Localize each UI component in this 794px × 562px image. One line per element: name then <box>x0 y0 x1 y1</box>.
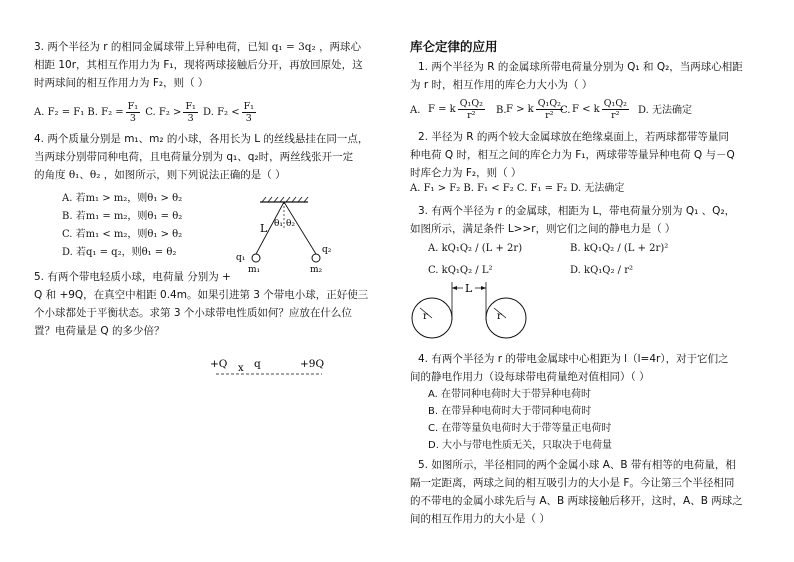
fig-label-L: L <box>260 222 268 235</box>
q4-text-3-end: ，如图所示，则下列说法正确的是（ ） <box>103 169 286 181</box>
p3-line-2: 如图所示，满足条件 L>>r，则它们之间的静电力是（ ） <box>410 223 676 235</box>
q3-line-1 <box>34 40 361 54</box>
q3-option-d-den: 3 <box>245 113 252 124</box>
p1-option-d: D. 无法确定 <box>638 105 693 116</box>
p1-option-a-label: A. <box>410 105 421 116</box>
radius-right-label: r <box>497 311 502 322</box>
p1-option-c-lhs: F < k <box>572 104 600 115</box>
p1-option-c <box>572 96 631 124</box>
fig-label-m2: m₂ <box>310 265 323 275</box>
p1-option-c-label: C. <box>560 105 571 116</box>
q3-option-c-den: 3 <box>187 113 194 124</box>
p1-option-b-label: B. <box>496 105 507 116</box>
q4-angles: θ₁、θ₂ <box>68 169 101 181</box>
p4-option-d: D. 大小与带电性质无关，只取决于电荷量 <box>428 440 613 451</box>
p1-option-a-lhs: F = k <box>428 104 456 115</box>
q3-options <box>34 100 258 126</box>
q3-condition: q₁ = 3q₂ <box>271 41 316 53</box>
p1-option-b-lhs: F > k <box>506 104 534 115</box>
q4-line-1: 4. 两个质量分别是 m₁、m₂ 的小球，各用长为 L 的丝线悬挂在同一点， <box>34 133 369 145</box>
q3-option-b-num: F₁ <box>127 101 139 112</box>
charge-left-label: +Q <box>210 358 228 370</box>
q3-text-1-end: ，两球心 <box>319 41 362 53</box>
p1-option-c-fraction <box>602 98 629 121</box>
q4-line-3 <box>34 168 286 182</box>
q3-line-3: 时两球间的相互作用力为 F₂，则（ ） <box>34 77 209 89</box>
p1-option-a <box>428 96 487 124</box>
q3-option-d-lhs: F₂ < <box>217 107 240 118</box>
p2-line-2: 种电荷 Q 时，相互之间的库仑力为 F₁，两球带等量异种电荷 Q 与－Q <box>410 149 735 161</box>
p3-option-a: A. kQ₁Q₂ / (L + 2r) <box>428 243 523 254</box>
q3-option-a-label: A. <box>34 107 45 118</box>
q5-line-4: 置？电荷量是 Q 的多少倍？ <box>34 325 165 337</box>
p1-option-c-num: Q₁Q₂ <box>603 98 627 109</box>
fig-label-theta1: θ₁ <box>274 219 284 229</box>
q5-line-1: 5. 有两个带电轻质小球，电荷量 分别为 + <box>34 271 231 283</box>
p5-line-1: 5. 如图所示，半径相同的两个金属小球 A、B 带有相等的电荷量，相 <box>418 459 736 471</box>
p5-line-2: 隔一定距离，两球之间的相互吸引力的大小是 F。今让第三个半径相同 <box>410 477 735 489</box>
q4-option-b: B. 若m₁ = m₂，则θ₁ = θ₂ <box>62 211 183 222</box>
q4-option-d: D. 若q₁ = q₂，则θ₁ = θ₂ <box>62 247 177 258</box>
p1-option-a-den: r² <box>467 110 476 121</box>
arrow-head-right <box>481 286 486 290</box>
q3-option-c-fraction <box>183 101 197 124</box>
p5-line-3: 的不带电的金属小球先后与 A、B 两球接触后移开，这时，A、B 两球之 <box>410 495 743 507</box>
q3-line-2: 相距 10r，其相互作用力为 F₁，现将两球接触后分开，再放回原处，这 <box>34 59 363 71</box>
p1-line-2: 为 r 时，相互作用的库仑力大小为（ ） <box>410 79 593 91</box>
fig-label-m1: m₁ <box>248 265 261 275</box>
p3-option-b: B. kQ₁Q₂ / (L + 2r)² <box>570 243 669 254</box>
p4-option-a: A. 在带同种电荷时大于带异种电荷时 <box>428 389 592 400</box>
charge-q-label: q <box>254 358 261 370</box>
p2-options: A. F₁ > F₂ B. F₁ < F₂ C. F₁ = F₂ D. 无法确定 <box>410 183 625 194</box>
q4-option-a: A. 若m₁ > m₂，则θ₁ > θ₂ <box>62 193 183 204</box>
q4-text-3-start: 的角度 <box>34 169 66 181</box>
p2-line-3: 时库仑力为 F₂，则（ ） <box>410 167 522 179</box>
two-spheres-figure <box>410 280 530 342</box>
p1-option-b <box>506 96 565 124</box>
charge-right-label: +9Q <box>300 358 325 370</box>
p1-option-a-num: Q₁Q₂ <box>459 98 483 109</box>
p1-option-b-num: Q₁Q₂ <box>537 98 561 109</box>
p3-option-d: D. kQ₁Q₂ / r² <box>570 265 634 276</box>
fig-label-theta2: θ₂ <box>286 219 296 229</box>
q5-line-2: Q 和 +9Q，在真空中相距 0.4m。如果引进第 3 个带电小球，正好使三 <box>34 289 369 301</box>
charges-line-figure <box>204 356 334 382</box>
fig-label-q2: q₂ <box>322 245 332 255</box>
ball-left <box>252 254 260 262</box>
q3-option-c-lhs: F₂ > <box>158 107 182 118</box>
q3-text-1: 3. 两个半径为 r 的相同金属球带上异种电荷，已知 <box>34 41 269 53</box>
p4-option-c: C. 在带等量负电荷时大于带等量正电荷时 <box>428 423 612 434</box>
p4-line-2: 间的静电作用力（设每球带电荷量绝对值相同）（ ） <box>410 371 650 383</box>
p1-option-b-fraction <box>536 98 563 121</box>
radius-left-label: r <box>423 311 428 322</box>
p4-option-b: B. 在带异种电荷时大于带同种电荷时 <box>428 406 592 417</box>
section-title: 库仑定律的应用 <box>410 39 498 54</box>
q3-option-a: F₂ = F₁ <box>47 107 85 118</box>
pendulum-figure <box>230 196 340 276</box>
p2-line-1: 2. 半径为 R 的两个较大金属球放在绝缘桌面上，若两球都带等量同 <box>418 131 729 143</box>
p5-line-4: 间的相互作用力的大小是（ ） <box>410 513 550 525</box>
distance-label: L <box>465 282 473 295</box>
q3-option-d-fraction <box>242 101 256 124</box>
q4-line-2: 当两球分别带同种电荷，且电荷量分别为 q₁、q₂时，两丝线张开一定 <box>34 151 354 163</box>
p1-option-a-fraction <box>458 98 485 121</box>
q5-line-3: 个小球都处于平衡状态。求第 3 个小球带电性质如何？应放在什么位 <box>34 307 352 319</box>
p3-line-1: 3. 有两个半径为 r 的金属球，相距为 L，带电荷量分别为 Q₁ 、Q₂， <box>418 205 736 217</box>
p4-line-1: 4. 有两个半径为 r 的带电金属球中心相距为 l（l=4r），对于它们之 <box>418 353 729 365</box>
p1-line-1: 1. 两个半径为 R 的金属球所带电荷量分别为 Q₁ 和 Q₂，当两球心相距 <box>418 61 743 73</box>
q3-option-b-fraction <box>126 101 140 124</box>
fig-label-q1: q₁ <box>236 253 246 263</box>
ball-right <box>312 254 320 262</box>
ceiling-hatch <box>262 197 308 202</box>
q4-option-c: C. 若m₁ < m₂，则θ₁ > θ₂ <box>62 229 183 240</box>
q3-option-d-label: D. <box>203 107 214 118</box>
charge-x-label: x <box>238 363 244 374</box>
q3-option-c-label: C. <box>145 107 156 118</box>
q3-option-c-num: F₁ <box>185 101 196 112</box>
q3-option-b-den: 3 <box>129 113 136 124</box>
arrow-head-left <box>452 286 457 290</box>
q3-option-b-lhs: F₂ = <box>101 107 124 118</box>
p1-option-b-den: r² <box>545 110 554 121</box>
q3-option-d-num: F₁ <box>243 101 254 112</box>
q3-option-b-label: B. <box>87 107 98 118</box>
p1-option-c-den: r² <box>611 110 620 121</box>
p3-option-c: C. kQ₁Q₂ / L² <box>428 265 493 276</box>
